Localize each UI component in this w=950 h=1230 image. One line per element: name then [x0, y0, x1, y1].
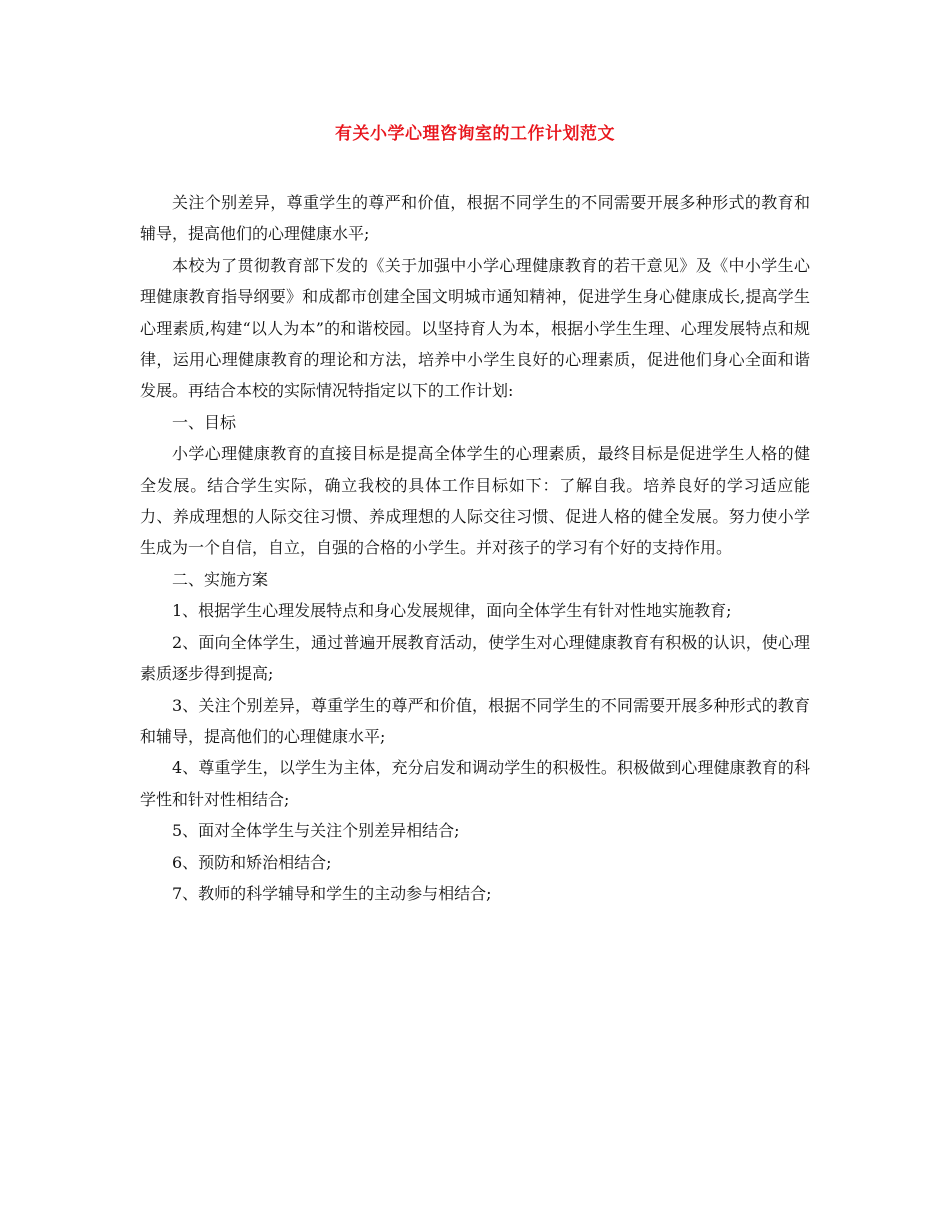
paragraph-intro: 关注个别差异，尊重学生的尊严和价值，根据不同学生的不同需要开展多种形式的教育和辅导，提高他们的心理健康水平; — [140, 193, 810, 244]
document-title: 有关小学心理咨询室的工作计划范文 — [335, 124, 615, 144]
paragraph-goals: 小学心理健康教育的直接目标是提高全体学生的心理素质，最终目标是促进学生人格的健全发展。结合学生实际，确立我校的具体工作目标如下：了解自我。培养良好的学习适应能力、养成理想的人际交往习惯、养成理想的人际交往习惯、促进人格的健全发展。努力使小学生成为一个自信，自立，自强的合格的小学生。并对孩子的学习有个好的支持作用。 — [140, 444, 810, 558]
paragraph-background: 本校为了贯彻教育部下发的《关于加强中小学心理健康教育的若干意见》及《中小学生心理健康教育指导纲要》和成都市创建全国文明城市通知精神，促进学生身心健康成长,提高学生心理素质,构建“以人为本”的和谐校园。以坚持育人为本，根据小学生生理、心理发展特点和规律，运用心理健康教育的理论和方法，培养中小学生良好的心理素质，促进他们身心全面和谐发展。再结合本校的实际情况特指定以下的工作计划: — [140, 255, 810, 401]
document-body — [140, 187, 810, 909]
plan-item-7: 7、教师的科学辅导和学生的主动参与相结合; — [172, 883, 492, 903]
plan-item-4: 4、尊重学生，以学生为主体，充分启发和调动学生的积极性。积极做到心理健康教育的科学性和针对性相结合; — [140, 758, 810, 809]
plan-item-5: 5、面对全体学生与关注个别差异相结合; — [172, 821, 460, 841]
plan-item-6: 6、预防和矫治相结合; — [172, 852, 332, 872]
section-heading-goals: 一、目标 — [172, 412, 237, 432]
plan-item-1: 1、根据学生心理发展特点和身心发展规律，面向全体学生有针对性地实施教育; — [172, 601, 732, 621]
plan-item-3: 3、关注个别差异，尊重学生的尊严和价值，根据不同学生的不同需要开展多种形式的教育和辅导，提高他们的心理健康水平; — [140, 695, 810, 746]
plan-item-2: 2、面向全体学生，通过普遍开展教育活动，使学生对心理健康教育有积极的认识，使心理素质逐步得到提高; — [140, 632, 810, 684]
section-heading-plan: 二、实施方案 — [172, 569, 269, 589]
